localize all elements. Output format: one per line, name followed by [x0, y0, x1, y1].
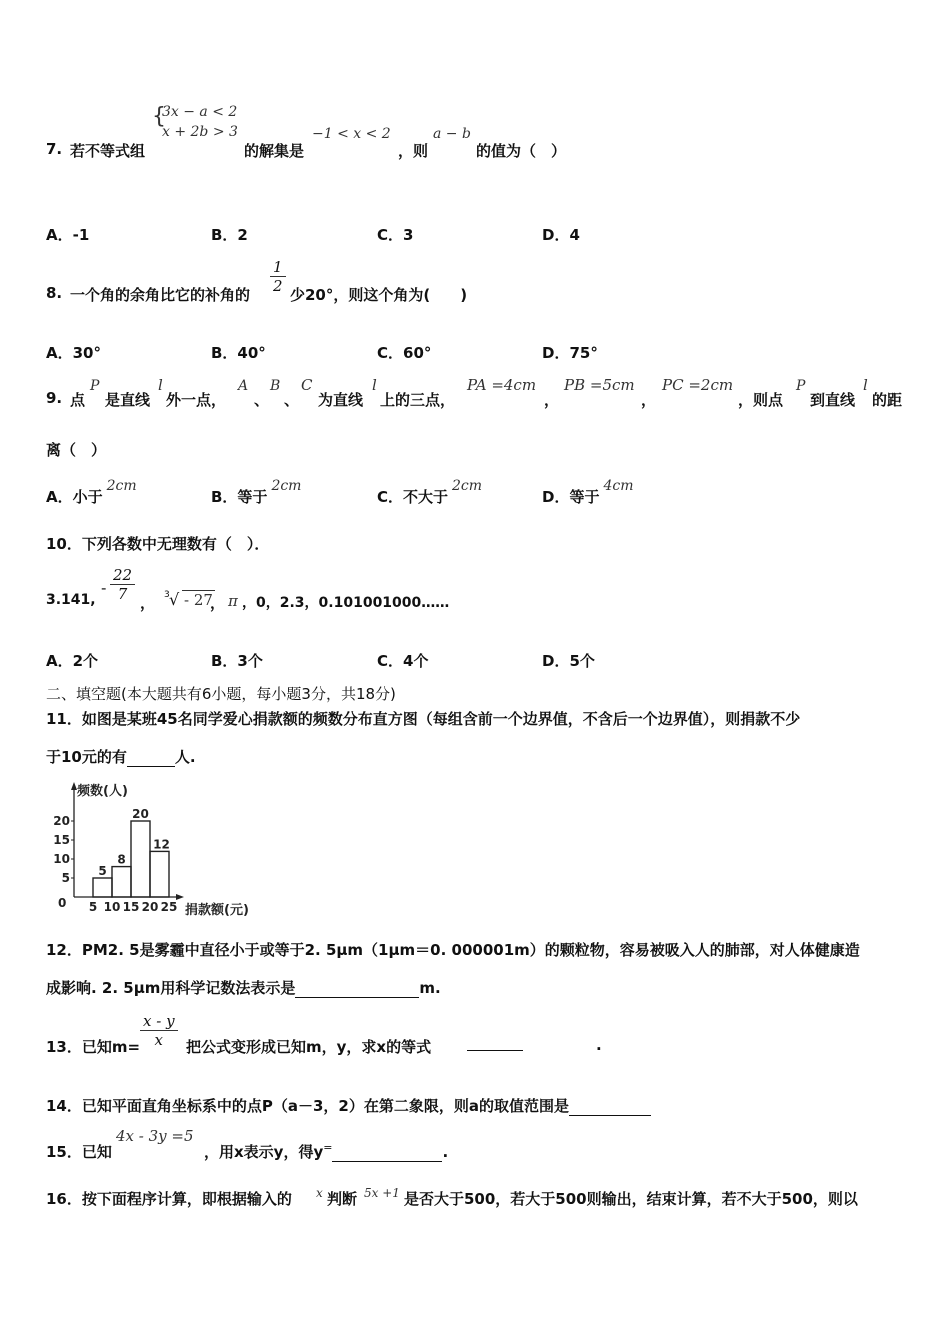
q15-line	[204, 1141, 448, 1162]
q12-line-2b: m.	[419, 979, 441, 997]
q9-text-2: 是直线	[105, 391, 151, 409]
q9-line-l-2: l	[372, 376, 377, 394]
q8-text-tail: 少20°，则这个角为( )	[290, 286, 468, 304]
q10-frac-den: 7	[117, 585, 128, 603]
q9-option-c-label: C．不大于	[377, 488, 449, 506]
q9-option-d-label: D．等于	[542, 488, 600, 506]
q9-point-p: P	[90, 378, 100, 394]
q9-text-line2: 离（ ）	[46, 441, 107, 459]
q8-text-pre: 一个角的余角比它的补角的	[70, 286, 251, 304]
q14-answer-blank[interactable]	[569, 1101, 651, 1116]
q11-line-1: 11．如图是某班45名同学爱心捐款额的频数分布直方图（每组含前一个边界值，不含后一个边界值），则捐款不少	[46, 710, 801, 728]
q13-text-pre: 13．已知m=	[46, 1038, 141, 1056]
q9-option-a-value: 2cm	[106, 478, 137, 494]
q9-text-7: 到直线	[810, 391, 856, 409]
q11-line-2b: 人.	[174, 748, 196, 766]
q9-line-l-1: l	[158, 376, 163, 394]
q7-text-tail: 的值为（ ）	[476, 142, 567, 160]
y-tick-label: 10	[53, 852, 70, 866]
q9-point-c: C	[301, 376, 313, 394]
q10-title: 10．下列各数中无理数有（ ）．	[46, 535, 270, 553]
q13-text-tail: 把公式变形成已知m，y，求x的等式	[186, 1038, 432, 1056]
bar-value-label: 5	[98, 864, 107, 878]
q7-option-d: D．4	[542, 226, 580, 244]
q10-option-a: A．2个	[46, 652, 99, 670]
q10-frac-num: 22	[110, 566, 135, 585]
q8-option-c: C．60°	[377, 344, 432, 362]
x-ticks	[89, 900, 178, 914]
q9-option-b-value: 2cm	[271, 478, 302, 494]
histogram-bar	[112, 867, 131, 897]
q9-pc-length: PC =2cm	[662, 376, 734, 394]
brace-icon: {	[152, 104, 166, 129]
q9-pb-length: PB =5cm	[564, 376, 635, 394]
q15-answer-blank[interactable]	[332, 1147, 442, 1162]
q8-fraction	[270, 258, 286, 295]
q9-line-l-3: l	[863, 376, 868, 394]
x-tick-label: 25	[160, 900, 178, 914]
y-ticks	[53, 814, 74, 885]
q9-text-5: 上的三点，	[380, 391, 456, 409]
q16-text-pre: 16．按下面程序计算，即根据输入的	[46, 1190, 292, 1208]
q10-option-c: C．4个	[377, 652, 429, 670]
x-tick-label: 15	[122, 900, 140, 914]
x-tick-label: 20	[141, 900, 159, 914]
q9-option-d	[542, 478, 634, 507]
q12-line-2a: 成影响. 2. 5μm用科学记数法表示是	[46, 979, 296, 997]
histogram-chart	[46, 778, 276, 924]
q9-comma-1: ，	[544, 391, 560, 409]
q10-rest: ，0，2.3，0.101001000……	[242, 595, 450, 611]
q9-sep-2: 、	[284, 391, 300, 409]
q10-root-value: - 27	[184, 591, 213, 609]
q9-option-d-value: 4cm	[603, 478, 634, 494]
section-heading: 二、填空题(本大题共有6小题，每小题3分，共18分)	[46, 685, 396, 703]
q10-option-d: D．5个	[542, 652, 595, 670]
bar-value-label: 20	[132, 807, 149, 821]
q11-line-2	[46, 746, 196, 767]
q9-text-3: 外一点，	[166, 391, 227, 409]
q10-number-1: 3.141,	[46, 592, 96, 608]
histogram-bars	[93, 807, 170, 897]
y-tick-label: 15	[53, 833, 70, 847]
q7-text-mid: 的解集是	[244, 142, 305, 160]
bar-value-label: 8	[117, 852, 126, 867]
q9-option-b-label: B．等于	[211, 488, 268, 506]
q10-comma-2: ，	[210, 594, 226, 612]
q13-frac-den: x	[154, 1031, 163, 1049]
q9-number: 9.	[46, 389, 63, 407]
q7-option-a: A．-1	[46, 226, 90, 244]
q14-line	[46, 1095, 651, 1116]
q10-fraction	[110, 566, 135, 603]
x-tick-label: 5	[88, 900, 98, 914]
q9-point-p-2: P	[796, 378, 806, 394]
histogram-bar	[150, 851, 169, 897]
histogram-bar	[131, 821, 150, 897]
q8-option-d: D．75°	[542, 344, 598, 362]
q9-option-c-value: 2cm	[452, 478, 483, 494]
q11-answer-blank[interactable]	[127, 752, 175, 767]
q9-comma-2: ，	[641, 391, 657, 409]
x-tick-label: 10	[103, 900, 121, 914]
chart-x-label: 捐款额(元)	[185, 903, 249, 918]
q11-line-2a: 于10元的有	[46, 748, 127, 766]
q9-option-a-label: A．小于	[46, 488, 103, 506]
q16-var-x: x	[316, 1186, 323, 1200]
q16-text-tail: 是否大于500，若大于500则输出，结束计算，若不大于500，则以	[404, 1190, 858, 1208]
q15-equation: 4x - 3y =5	[116, 1127, 194, 1145]
q15-dot: .	[442, 1143, 449, 1161]
q13-fraction	[140, 1012, 178, 1049]
q9-option-c	[377, 478, 483, 507]
q9-pa-length: PA =4cm	[467, 376, 537, 394]
q9-option-b	[211, 478, 302, 507]
q9-point-a: A	[238, 378, 249, 394]
radical-icon: √	[169, 590, 180, 609]
q7-system-eq1: 3x − a < 2	[162, 104, 238, 120]
q8-option-b: B．40°	[211, 344, 266, 362]
q9-point-b: B	[270, 378, 281, 394]
q12-line-1: 12．PM2. 5是雾霾中直径小于或等于2. 5μm（1μm＝0. 000001m）的颗粒物，容易被吸入人的肺部，对人体健康造	[46, 941, 860, 959]
q10-pi: π	[228, 592, 238, 610]
q10-comma-1: ，	[140, 594, 156, 612]
q9-text-1: 点	[70, 391, 86, 409]
q13-frac-num: x - y	[140, 1012, 178, 1031]
q7-option-c: C．3	[377, 226, 414, 244]
chart-origin-label: 0	[58, 896, 67, 910]
q16-expression: 5x +1	[364, 1186, 400, 1200]
q7-expression: a − b	[433, 126, 471, 142]
q8-option-a: A．30°	[46, 344, 101, 362]
q8-number: 8.	[46, 284, 63, 302]
q10-root-index: 3	[164, 590, 170, 600]
q9-text-4: 为直线	[318, 391, 364, 409]
q8-frac-num: 1	[270, 258, 286, 277]
q9-text-8: 的距	[872, 391, 903, 409]
y-tick-label: 20	[53, 814, 70, 828]
q13-dot: .	[596, 1036, 602, 1054]
q7-system-eq2: x + 2b > 3	[162, 124, 238, 140]
histogram-bar	[93, 878, 112, 897]
q7-option-b: B．2	[211, 226, 248, 244]
q15-text-mid: ，用x表示y，得y	[204, 1143, 324, 1161]
q9-option-a	[46, 478, 137, 507]
q7-text-then: ，则	[398, 142, 429, 160]
q15-text-pre: 15．已知	[46, 1143, 112, 1161]
q8-frac-den: 2	[273, 277, 283, 295]
q16-text-mid: 判断	[327, 1190, 358, 1208]
q12-line-2	[46, 977, 441, 998]
q9-sep-1: 、	[254, 391, 270, 409]
q10-neg-sign: -	[101, 579, 107, 597]
q13-answer-blank[interactable]	[467, 1036, 523, 1051]
q7-text-pre: 若不等式组	[70, 142, 146, 160]
bar-value-label: 12	[153, 837, 170, 852]
q7-solution-set: −1 < x < 2	[312, 126, 391, 142]
q7-number: 7.	[46, 140, 63, 158]
q14-text: 14．已知平面直角坐标系中的点P（a－3，2）在第二象限，则a的取值范围是	[46, 1097, 569, 1115]
chart-y-label: 频数(人)	[77, 784, 128, 799]
q9-text-6: ，则点	[738, 391, 784, 409]
q12-answer-blank[interactable]	[295, 983, 419, 998]
q15-eq-sign: =	[323, 1141, 333, 1154]
y-tick-label: 5	[61, 871, 70, 885]
q10-option-b: B．3个	[211, 652, 263, 670]
